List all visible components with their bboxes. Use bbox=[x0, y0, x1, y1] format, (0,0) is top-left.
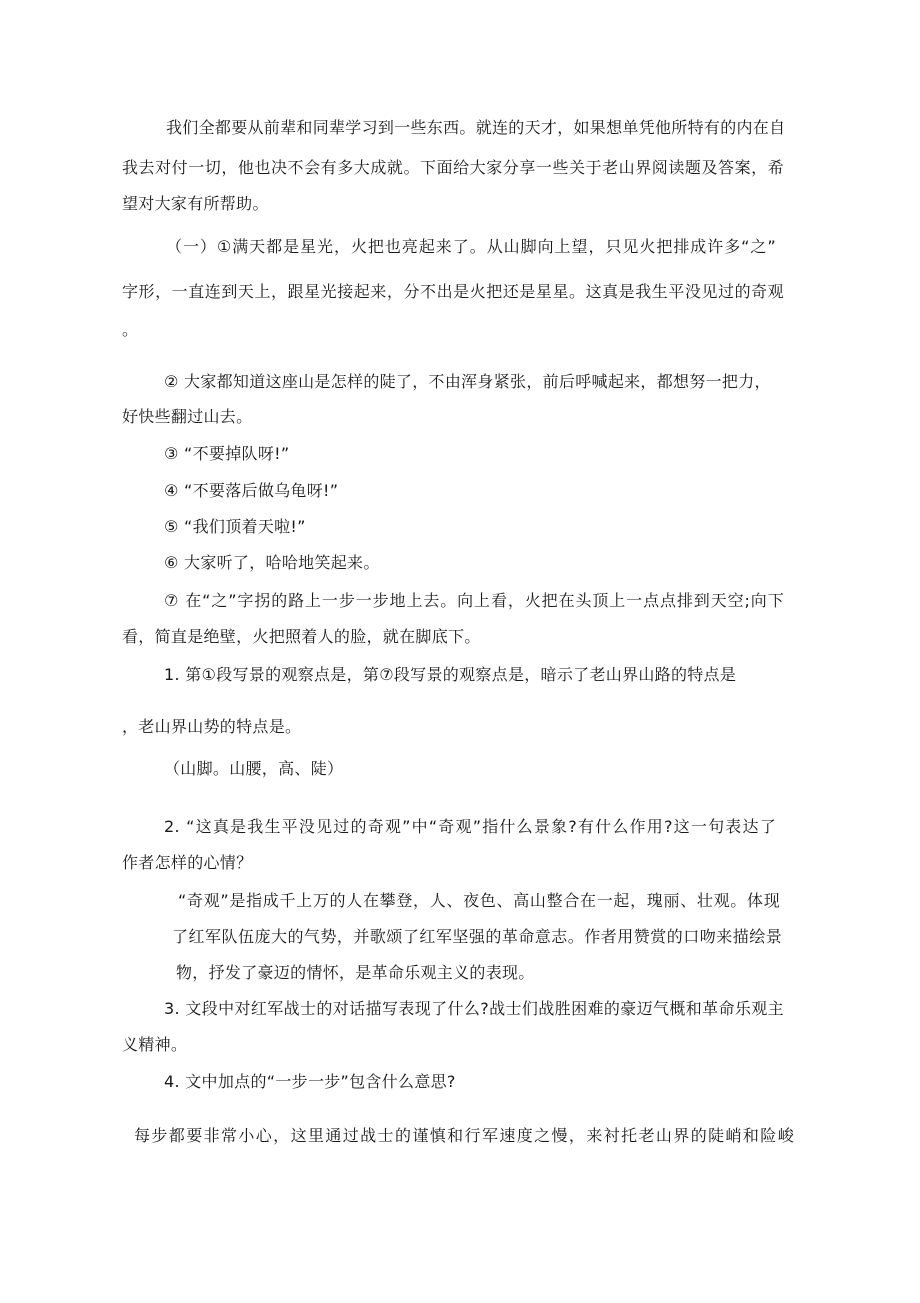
answer-2-line-1: “奇观”是指成千上万的人在攀登，人、夜色、高山整合在一起，瑰丽、壮观。体现 bbox=[178, 891, 780, 910]
question-2-line-1: 2. “这真是我生平没见过的奇观”中“奇观”指什么景象?有什么作用?这一句表达了 bbox=[164, 817, 776, 836]
intro-line-3: 望对大家有所帮助。 bbox=[122, 194, 269, 213]
passage-p1-line-1: （一）①满天都是星光，火把也亮起来了。从山脚向上望，只见火把排成许多“之” bbox=[166, 237, 776, 256]
passage-p1-line-3: 。 bbox=[122, 320, 139, 339]
passage-p7-line-1: ⑦ 在“之”字拐的路上一步一步地上去。向上看，火把在头顶上一点点排到天空;向下 bbox=[164, 591, 784, 610]
answer-2-line-3: 物，抒发了豪迈的情怀，是革命乐观主义的表现。 bbox=[176, 963, 535, 982]
intro-line-2: 我去对付一切，他也决不会有多大成就。下面给大家分享一些关于老山界阅读题及答案，希 bbox=[122, 158, 784, 177]
question-1-line-1: 1. 第①段写景的观察点是，第⑦段写景的观察点是，暗示了老山界山路的特点是 bbox=[164, 665, 737, 684]
question-4: 4. 文中加点的“一步一步”包含什么意思? bbox=[164, 1072, 456, 1091]
question-3-line-1: 3. 文段中对红军战士的对话描写表现了什么?战士们战胜困难的豪迈气概和革命乐观主 bbox=[164, 999, 784, 1018]
question-3-line-2: 义精神。 bbox=[122, 1035, 188, 1054]
passage-p2-line-2: 好快些翻过山去。 bbox=[122, 407, 253, 426]
passage-p3: ③ “不要掉队呀!” bbox=[164, 444, 290, 463]
passage-p4: ④ “不要落后做乌龟呀!” bbox=[164, 481, 339, 500]
answer-4: 每步都要非常小心，这里通过战士的谨慎和行军速度之慢，来衬托老山界的陡峭和险峻 bbox=[134, 1126, 794, 1145]
passage-p6: ⑥ 大家听了，哈哈地笑起来。 bbox=[164, 553, 380, 572]
answer-1: （山脚。山腰，高、陡） bbox=[164, 759, 344, 778]
passage-p2-line-1: ② 大家都知道这座山是怎样的陡了，不由浑身紧张，前后呼喊起来，都想努一把力， bbox=[164, 372, 771, 391]
answer-2-line-2: 了红军队伍庞大的气势，并歌颂了红军坚强的革命意志。作者用赞赏的口吻来描绘景 bbox=[172, 927, 782, 946]
passage-p1-line-2: 字形，一直连到天上，跟星光接起来，分不出是火把还是星星。这真是我生平没见过的奇观 bbox=[122, 282, 784, 301]
passage-p7-line-2: 看，简直是绝壁，火把照着人的脸，就在脚底下。 bbox=[122, 627, 481, 646]
intro-line-1: 我们全都要从前辈和同辈学习到一些东西。就连的天才，如果想单凭他所特有的内在自 bbox=[166, 118, 786, 137]
question-1-line-2: ，老山界山势的特点是。 bbox=[122, 717, 302, 736]
passage-p5: ⑤ “我们顶着天啦!” bbox=[164, 517, 306, 536]
question-2-line-2: 作者怎样的心情？ bbox=[122, 853, 253, 872]
